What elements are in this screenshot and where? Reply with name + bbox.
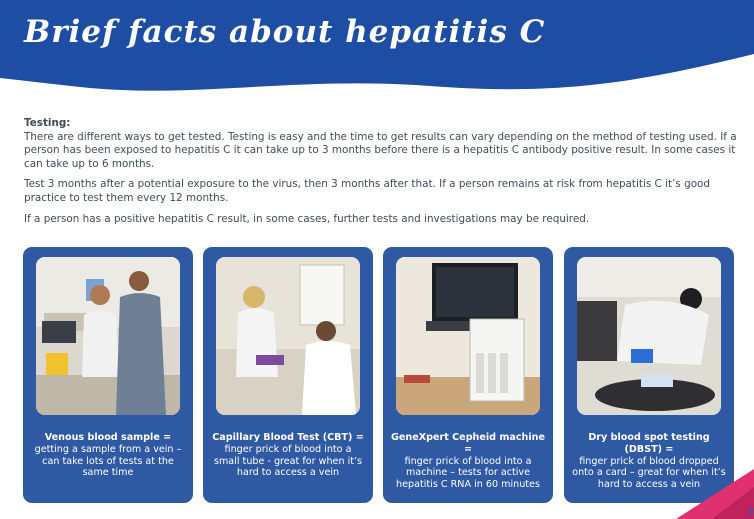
card-title: Capillary Blood Test (CBT) = bbox=[212, 432, 364, 443]
capillary-blood-test-photo bbox=[216, 257, 360, 415]
testing-methods bbox=[23, 247, 735, 503]
card-title: Venous blood sample = bbox=[44, 432, 172, 443]
card-title: GeneXpert Cepheid machine = bbox=[391, 432, 546, 455]
card-dry-blood-spot-testing bbox=[564, 247, 734, 503]
corner-decoration bbox=[676, 469, 754, 519]
testing-heading: Testing: bbox=[24, 117, 71, 129]
card-text: finger prick of blood dropped onto a card – great for when it’s hard to access a vein bbox=[572, 455, 726, 491]
testing-paragraph: There are different ways to get tested. Testing is easy and the time to get results can vary depending on the method of testing used. If a person has been exposed to hepatitis C it can take up to 3 months before there is a hepatitis C antibody positive result. In some cases it can take up to 6 months. bbox=[24, 130, 737, 170]
card-caption bbox=[31, 432, 185, 479]
card-venous-blood-sample bbox=[23, 247, 193, 503]
dry-blood-spot-testing-photo bbox=[577, 257, 721, 415]
testing-paragraph: If a person has a positive hepatitis C result, in some cases, further tests and investigations may be required. bbox=[24, 212, 590, 225]
card-caption bbox=[211, 432, 365, 479]
card-text: finger prick of blood into a small tube - great for when it’s hard to access a vein bbox=[213, 443, 363, 479]
testing-paragraph: Test 3 months after a potential exposure to the virus, then 3 months after that. If a person remains at risk from hepatitis C it’s good practice to test them every 12 months. bbox=[24, 178, 711, 204]
card-caption bbox=[391, 432, 545, 491]
card-capillary-blood-test bbox=[203, 247, 373, 503]
card-genexpert-cepheid-machine bbox=[383, 247, 553, 503]
testing-section bbox=[24, 117, 740, 233]
venous-blood-sample-photo bbox=[36, 257, 180, 415]
card-title: Dry blood spot testing (DBST) = bbox=[588, 432, 710, 455]
genexpert-machine-photo bbox=[396, 257, 540, 415]
page-title: Brief facts about hepatitis C bbox=[24, 14, 546, 50]
card-text: finger prick of blood into a machine – tests for active hepatitis C RNA in 60 minutes bbox=[396, 455, 540, 491]
card-text: getting a sample from a vein – can take lots of tests at the same time bbox=[34, 443, 182, 479]
page-number: 2 bbox=[747, 507, 754, 517]
